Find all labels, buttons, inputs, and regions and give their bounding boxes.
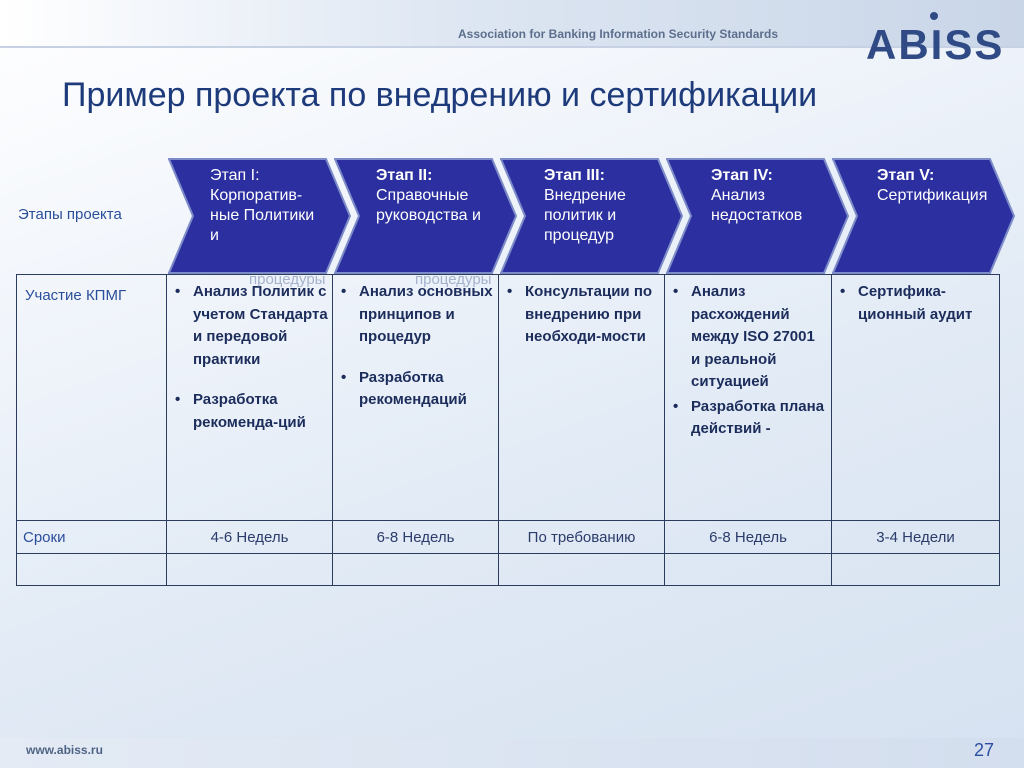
participation-cell-4: [665, 275, 832, 521]
list-item: • Консультации по внедрению при необходи-мости: [505, 281, 660, 349]
participation-cell-5: [832, 275, 1000, 521]
participation-row: [17, 275, 1000, 521]
stages-label: Этапы проекта: [18, 206, 122, 223]
empty-cell: [499, 554, 665, 586]
stage-1-overflow: процедуры: [249, 271, 326, 288]
term-cell-1: 4-6 Недель: [167, 521, 333, 554]
stage-3-head: Этап III:: [544, 167, 605, 184]
participation-cell-1: [167, 275, 333, 521]
terms-row: [17, 521, 1000, 554]
stage-4-head: Этап IV:: [711, 167, 773, 184]
stage-2-overflow: процедуры: [415, 271, 492, 288]
list-item: • Разработка рекоменда-ций: [173, 389, 328, 434]
footer-band: [0, 738, 1024, 768]
term-cell-2: 6-8 Недель: [333, 521, 499, 554]
list-item: • Анализ Политик с учетом Стандарта и передовой практики: [173, 281, 328, 371]
list-item: • Анализ основных принципов и процедур: [339, 281, 494, 349]
page-number: 27: [974, 740, 995, 760]
stage-3-body: Внедрение политик и процедур: [544, 187, 626, 244]
stage-5-head: Этап V:: [877, 167, 935, 184]
abiss-logo: ABISS: [866, 21, 1005, 68]
empty-cell: [167, 554, 333, 586]
stage-2-head: Этап II:: [376, 167, 433, 184]
empty-cell: [832, 554, 1000, 586]
list-item: • Анализ расхождений между ISO 27001 и реальной ситуацией: [671, 281, 827, 394]
stage-2-body: Справочные руководства и: [376, 187, 481, 224]
list-item: • Разработка рекомендаций: [339, 367, 494, 412]
term-cell-3: По требованию: [499, 521, 665, 554]
footer-site: www.abiss.ru: [26, 743, 103, 757]
term-cell-5: 3-4 Недели: [832, 521, 1000, 554]
logo-dot-icon: [930, 12, 938, 20]
terms-label: Сроки: [17, 521, 167, 554]
empty-row: [17, 554, 1000, 586]
stage-5-body: Сертификация: [877, 187, 988, 204]
term-cell-4: 6-8 Недель: [665, 521, 832, 554]
empty-cell: [333, 554, 499, 586]
list-item: • Сертифика-ционный аудит: [838, 281, 995, 326]
association-name: Association for Banking Information Security Standards: [458, 27, 779, 41]
participation-label: Участие КПМГ: [17, 275, 167, 521]
empty-cell: [665, 554, 832, 586]
stages-table: [16, 271, 1000, 586]
slide-title: Пример проекта по внедрению и сертификации: [62, 76, 818, 114]
stage-1-head: Этап I:: [210, 167, 260, 184]
stage-4-body: Анализ недостатков: [711, 187, 803, 224]
stage-1-body: Корпоратив-ные Политики и: [210, 187, 315, 244]
list-item: • Разработка плана действий -: [671, 396, 827, 441]
empty-cell: [17, 554, 167, 586]
